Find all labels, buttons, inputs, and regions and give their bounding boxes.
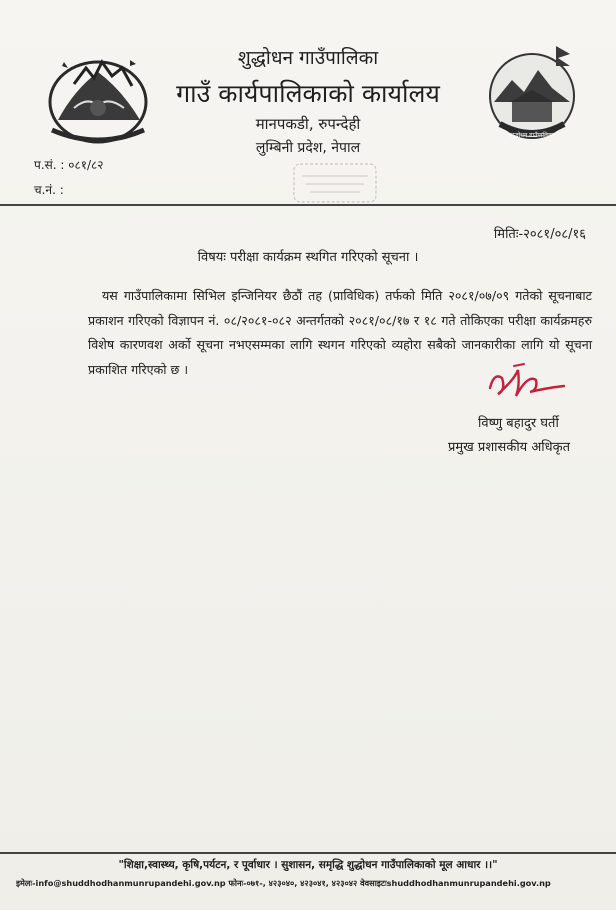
header-divider bbox=[0, 204, 616, 206]
dispatch-number: च.नं. : bbox=[34, 183, 64, 197]
address-line: मानपकडी, रुपन्देही bbox=[255, 115, 361, 133]
footer-contact: इमेलः-info@shuddhodhanmunrupandehi.gov.np फोनः-०७१-, ४२३०४०, ४२३०४१, ४२३०४२ वेवसाइटःshuddhodhanmunrupandehi.gov.np bbox=[16, 878, 551, 888]
municipality-name: शुद्धोधन गाउँपालिका bbox=[237, 47, 379, 69]
letter-body: यस गाउँपालिकामा सिभिल इन्जिनियर छैठौं तह (प्राविधिक) तर्फको मिति २०८१/०७/०९ गतेको सूचनाबाट प्रकाशन गरिएको विज्ञापन नं. ०८/२०८१-०८२ अन्तर्गतको २०८१/०८/१७ र १८ गते तोकिएका परीक्षा कार्यक्रमहरु विशेष कारणवश अर्को सूचना नभएसम्मका लागि स्थगन गरिएको व्यहोरा सबैको जानकारीका लागि यो सूचना प्रकाशित गरिएको छ । bbox=[88, 288, 592, 377]
letter-number: प.सं. : ०८१/८२ bbox=[34, 158, 104, 172]
letter-subject: विषयः परीक्षा कार्यक्रम स्थगित गरिएको सूचना । bbox=[197, 250, 419, 265]
signature-icon bbox=[484, 360, 570, 406]
office-name: गाउँ कार्यपालिकाको कार्यालय bbox=[176, 79, 440, 108]
signer-designation: प्रमुख प्रशासकीय अधिकृत bbox=[448, 440, 571, 455]
signer-name: विष्णु बहादुर घर्ती bbox=[478, 416, 559, 431]
office-stamp-icon bbox=[292, 162, 378, 204]
province-line: लुम्बिनी प्रदेश, नेपाल bbox=[255, 140, 361, 156]
logo-banner-text: शुद्धोधन गाउँपालिका bbox=[509, 132, 555, 139]
letter-date: मितिः-२०८१/०८/१६ bbox=[493, 227, 586, 242]
footer-divider bbox=[0, 852, 616, 854]
footer-motto: "शिक्षा,स्वास्थ्य, कृषि,पर्यटन, र पूर्वाधार । सुशासन, समृद्धि शुद्धोधन गाउँपालिकाको मूल आधार ।।" bbox=[118, 859, 498, 871]
